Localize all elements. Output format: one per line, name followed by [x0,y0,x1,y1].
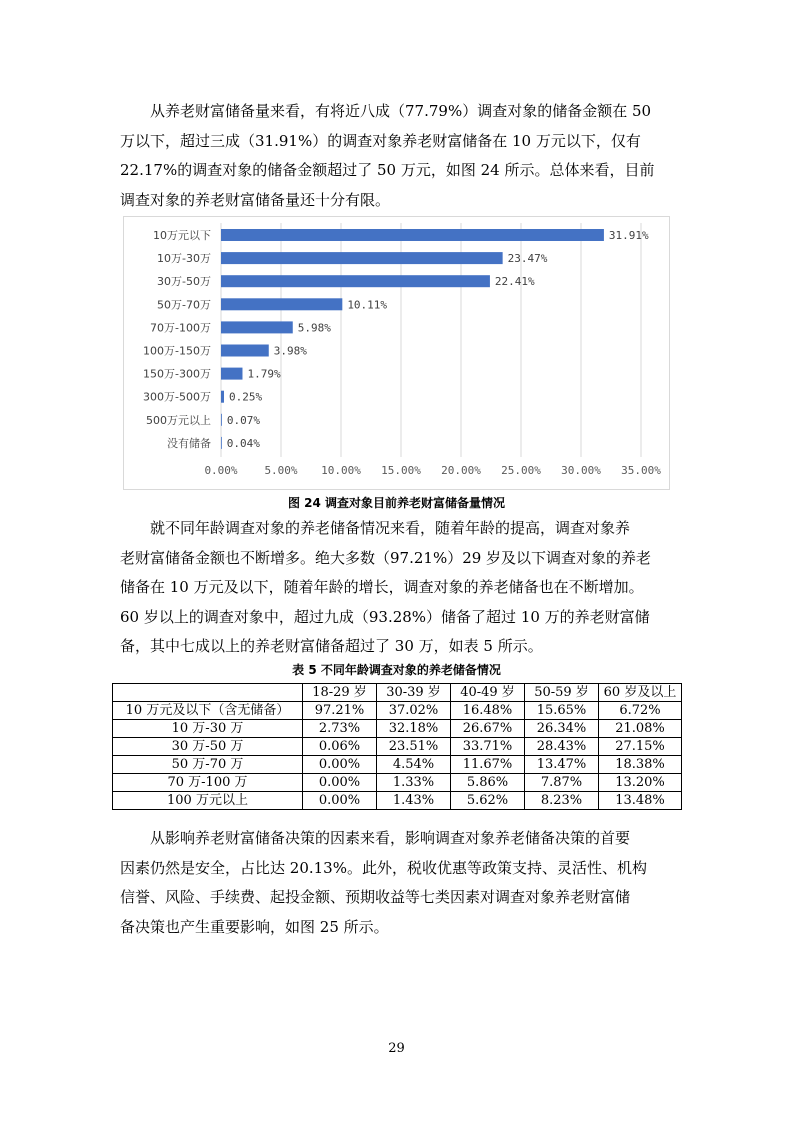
category-label: 150万-300万 [143,367,211,381]
text-line: 调查对象的养老财富储备量还十分有限。 [120,190,391,209]
table-corner-cell [113,684,303,702]
row-label: 100 万元以上 [113,792,303,810]
table-cell: 26.34% [525,720,599,738]
table-cell: 21.08% [599,720,682,738]
bar [221,298,342,310]
storage-bar-chart [123,216,670,490]
bar [221,414,222,426]
text-line: 老财富储备金额也不断增多。绝大多数（97.21%）29 岁及以下调查对象的养老 [120,548,652,567]
category-label: 没有储备 [167,436,211,450]
table-cell: 0.00% [303,756,377,774]
table-cell: 0.00% [303,792,377,810]
table-cell: 23.51% [377,738,451,756]
table-cell: 27.15% [599,738,682,756]
category-label: 300万-500万 [143,390,211,404]
bar [221,345,269,357]
table-cell: 11.67% [451,756,525,774]
column-header: 60 岁及以上 [599,684,682,702]
text-line: 信誉、风险、手续费、起投金额、预期收益等七类因素对调查对象养老财富储 [120,888,631,906]
paragraph-decision-factors [120,824,676,942]
table-cell: 16.48% [451,702,525,720]
table-row [113,702,682,720]
text-line: 备，其中七成以上的养老财富储备超过了 30 万，如表 5 所示。 [120,637,543,655]
data-label: 0.25% [229,390,263,404]
text-line: 从影响养老财富储备决策的因素来看，影响调查对象养老储备决策的首要 [150,829,631,847]
table-cell: 4.54% [377,756,451,774]
table-cell: 5.86% [451,774,525,792]
column-header: 18-29 岁 [303,684,377,702]
data-label: 23.47% [507,252,548,266]
paragraph-age-analysis [120,514,676,662]
table-cell: 0.06% [303,738,377,756]
data-label: 22.41% [494,275,535,289]
bar [221,252,503,264]
category-label: 500万元以上 [146,413,211,427]
data-label: 0.07% [226,413,260,427]
row-label: 10 万-30 万 [113,720,303,738]
table-cell: 18.38% [599,756,682,774]
category-label: 50万-70万 [157,298,211,312]
row-label: 50 万-70 万 [113,756,303,774]
data-label: 3.98% [273,344,307,358]
text-line: 储备在 10 万元及以下，随着年龄的增长，调查对象的养老储备也在不断增加。 [120,578,644,596]
column-header: 50-59 岁 [525,684,599,702]
data-label: 10.11% [347,298,388,312]
table-cell: 13.20% [599,774,682,792]
x-tick-label: 20.00% [441,464,481,477]
category-label: 100万-150万 [143,344,211,358]
table-cell: 1.43% [377,792,451,810]
x-tick-label: 15.00% [381,464,421,477]
column-header: 30-39 岁 [377,684,451,702]
table-cell: 13.47% [525,756,599,774]
table-row [113,738,682,756]
page-number: 29 [388,1041,405,1056]
table-cell: 26.67% [451,720,525,738]
text-line: 60 岁以上的调查对象中，超过九成（93.28%）储备了超过 10 万的养老财富储 [120,607,650,626]
table-cell: 8.23% [525,792,599,810]
category-label: 10万-30万 [157,252,211,266]
table-cell: 32.18% [377,720,451,738]
data-label: 5.98% [297,321,331,335]
text-line: 万以下，超过三成（31.91%）的调查对象养老财富储备在 10 万元以下，仅有 [120,131,641,150]
column-header: 40-49 岁 [451,684,525,702]
x-tick-label: 10.00% [321,464,361,477]
table-header-row [113,684,682,702]
figure-caption: 图 24 调查对象目前养老财富储备量情况 [287,496,506,510]
x-tick-label: 0.00% [204,464,238,477]
category-label: 30万-50万 [157,275,211,289]
text-line: 备决策也产生重要影响，如图 25 所示。 [120,917,389,936]
x-tick-label: 35.00% [621,464,661,477]
text-line: 因素仍然是安全，占比达 20.13%。此外，税收优惠等政策支持、灵活性、机构 [120,858,647,877]
age-storage-table [112,683,682,810]
text-line: 从养老财富储备量来看，有将近八成（77.79%）调查对象的储备金额在 50 [150,102,652,120]
table-row [113,774,682,792]
table-cell: 2.73% [303,720,377,738]
table-cell: 7.87% [525,774,599,792]
data-label: 1.79% [247,367,281,381]
table-row [113,720,682,738]
text-line: 22.17%的调查对象的储备金额超过了 50 万元，如图 24 所示。总体来看，目前 [120,161,655,179]
table-cell: 1.33% [377,774,451,792]
table-cell: 33.71% [451,738,525,756]
x-tick-label: 25.00% [501,464,541,477]
table-cell: 6.72% [599,702,682,720]
paragraph-storage-overview [120,97,676,215]
category-label: 70万-100万 [150,321,211,335]
bar [221,391,224,403]
category-label: 10万元以下 [153,229,211,242]
table-cell: 13.48% [599,792,682,810]
table-cell: 15.65% [525,702,599,720]
bar [221,275,490,287]
x-tick-label: 30.00% [561,464,601,477]
table-caption: 表 5 不同年龄调查对象的养老储备情况 [292,663,501,677]
chart-canvas [124,217,669,489]
table-cell: 0.00% [303,774,377,792]
table-row [113,792,682,810]
bar [221,229,604,241]
table-cell: 5.62% [451,792,525,810]
x-tick-label: 5.00% [264,464,298,477]
text-line: 就不同年龄调查对象的养老储备情况来看，随着年龄的提高，调查对象养 [150,519,631,537]
bar [221,321,293,333]
row-label: 30 万-50 万 [113,738,303,756]
table-row [113,756,682,774]
row-label: 70 万-100 万 [113,774,303,792]
table-cell: 97.21% [303,702,377,720]
bar [221,437,222,449]
table-cell: 28.43% [525,738,599,756]
data-label: 31.91% [608,229,649,242]
bar [221,368,242,380]
data-label: 0.04% [226,436,260,450]
row-label: 10 万元及以下（含无储备） [113,702,303,720]
table-cell: 37.02% [377,702,451,720]
